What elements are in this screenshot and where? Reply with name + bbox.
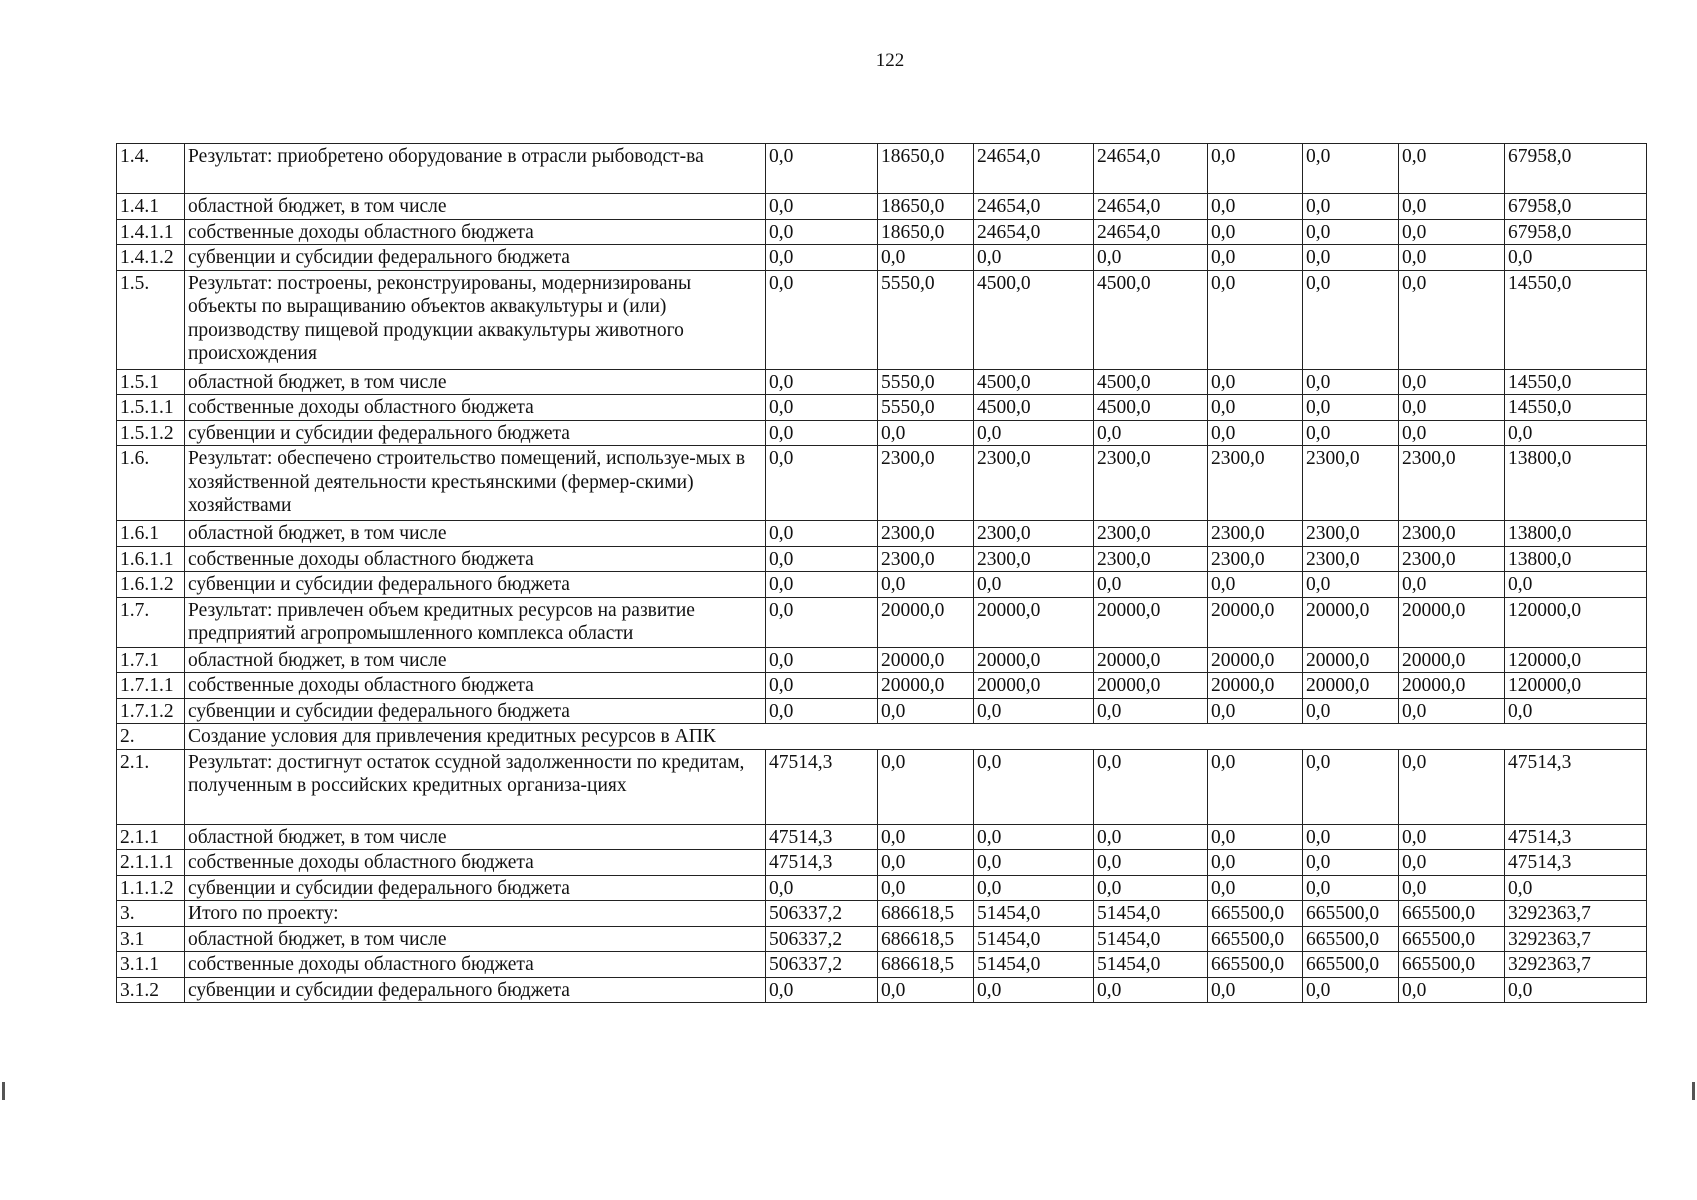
value-cell: 4500,0 [974, 369, 1094, 395]
value-cell: 0,0 [1094, 245, 1208, 271]
value-cell: 0,0 [1303, 850, 1399, 876]
budget-table-body [117, 144, 1647, 1003]
row-name-cell: собственные доходы областного бюджета [185, 546, 766, 572]
value-cell: 0,0 [766, 572, 878, 598]
value-cell: 0,0 [1208, 369, 1303, 395]
row-name-cell: субвенции и субсидии федерального бюджета [185, 572, 766, 598]
value-cell: 2300,0 [878, 521, 974, 547]
value-cell: 665500,0 [1208, 952, 1303, 978]
value-cell: 665500,0 [1399, 901, 1505, 927]
row-name-cell: областной бюджет, в том числе [185, 194, 766, 220]
value-cell: 0,0 [1303, 194, 1399, 220]
value-cell: 47514,3 [766, 749, 878, 824]
row-number-cell: 1.6. [117, 446, 185, 521]
value-cell: 686618,5 [878, 901, 974, 927]
total-value-cell: 120000,0 [1505, 673, 1647, 699]
table-row [117, 597, 1647, 647]
total-value-cell: 14550,0 [1505, 270, 1647, 369]
row-number-cell: 1.7.1.1 [117, 673, 185, 699]
value-cell: 665500,0 [1208, 901, 1303, 927]
table-row [117, 850, 1647, 876]
value-cell: 0,0 [766, 245, 878, 271]
table-row [117, 144, 1647, 194]
table-row [117, 446, 1647, 521]
value-cell: 0,0 [1208, 219, 1303, 245]
value-cell: 2300,0 [878, 546, 974, 572]
value-cell: 18650,0 [878, 219, 974, 245]
value-cell: 51454,0 [1094, 952, 1208, 978]
value-cell: 0,0 [974, 977, 1094, 1003]
value-cell: 0,0 [1303, 270, 1399, 369]
value-cell: 0,0 [878, 572, 974, 598]
value-cell: 0,0 [1303, 824, 1399, 850]
value-cell: 0,0 [1094, 420, 1208, 446]
value-cell: 0,0 [766, 521, 878, 547]
table-row [117, 395, 1647, 421]
row-name-cell: областной бюджет, в том числе [185, 521, 766, 547]
total-value-cell: 120000,0 [1505, 647, 1647, 673]
value-cell: 5550,0 [878, 395, 974, 421]
total-value-cell: 13800,0 [1505, 521, 1647, 547]
value-cell: 0,0 [766, 194, 878, 220]
value-cell: 0,0 [1208, 824, 1303, 850]
total-value-cell: 3292363,7 [1505, 926, 1647, 952]
value-cell: 24654,0 [974, 194, 1094, 220]
value-cell: 0,0 [1208, 572, 1303, 598]
value-cell: 0,0 [1399, 698, 1505, 724]
value-cell: 2300,0 [1208, 446, 1303, 521]
row-name-cell: областной бюджет, в том числе [185, 647, 766, 673]
row-number-cell: 2.1. [117, 749, 185, 824]
value-cell: 0,0 [1399, 245, 1505, 271]
table-row [117, 698, 1647, 724]
value-cell: 2300,0 [1399, 546, 1505, 572]
value-cell: 0,0 [766, 369, 878, 395]
value-cell: 0,0 [1094, 698, 1208, 724]
value-cell: 0,0 [1399, 270, 1505, 369]
row-number-cell: 1.7. [117, 597, 185, 647]
value-cell: 0,0 [1303, 875, 1399, 901]
value-cell: 2300,0 [1208, 546, 1303, 572]
row-name-cell: Результат: обеспечено строительство помещений, используе-мых в хозяйственной деятельности крестьянскими (фермер-скими) хозяйствами [185, 446, 766, 521]
value-cell: 0,0 [1303, 420, 1399, 446]
value-cell: 0,0 [1208, 977, 1303, 1003]
value-cell: 0,0 [1399, 194, 1505, 220]
value-cell: 20000,0 [1094, 597, 1208, 647]
value-cell: 0,0 [1303, 369, 1399, 395]
value-cell: 4500,0 [974, 395, 1094, 421]
value-cell: 20000,0 [1094, 647, 1208, 673]
total-value-cell: 47514,3 [1505, 749, 1647, 824]
total-value-cell: 67958,0 [1505, 219, 1647, 245]
row-number-cell: 3.1.2 [117, 977, 185, 1003]
table-row [117, 521, 1647, 547]
value-cell: 4500,0 [1094, 395, 1208, 421]
table-section-row [117, 724, 1647, 750]
value-cell: 0,0 [974, 420, 1094, 446]
value-cell: 0,0 [1094, 977, 1208, 1003]
value-cell: 0,0 [766, 144, 878, 194]
value-cell: 0,0 [766, 673, 878, 699]
value-cell: 4500,0 [1094, 369, 1208, 395]
value-cell: 2300,0 [974, 446, 1094, 521]
value-cell: 0,0 [974, 245, 1094, 271]
value-cell: 0,0 [1208, 850, 1303, 876]
table-row [117, 749, 1647, 824]
value-cell: 0,0 [766, 446, 878, 521]
value-cell: 0,0 [1208, 749, 1303, 824]
value-cell: 2300,0 [1094, 446, 1208, 521]
row-name-cell: Результат: построены, реконструированы, модернизированы объекты по выращиванию объектов аквакультуры и (или) производству пищевой продукции аквакультуры животного происхождения [185, 270, 766, 369]
value-cell: 0,0 [766, 395, 878, 421]
value-cell: 0,0 [878, 698, 974, 724]
table-row [117, 420, 1647, 446]
row-number-cell: 1.5. [117, 270, 185, 369]
row-name-cell: собственные доходы областного бюджета [185, 219, 766, 245]
total-value-cell: 14550,0 [1505, 395, 1647, 421]
value-cell: 24654,0 [1094, 144, 1208, 194]
value-cell: 20000,0 [974, 647, 1094, 673]
value-cell: 0,0 [1208, 245, 1303, 271]
row-name-cell: субвенции и субсидии федерального бюджета [185, 420, 766, 446]
row-number-cell: 3. [117, 901, 185, 927]
row-name-cell: Итого по проекту: [185, 901, 766, 927]
row-number-cell: 2.1.1 [117, 824, 185, 850]
total-value-cell: 67958,0 [1505, 144, 1647, 194]
row-number-cell: 1.7.1.2 [117, 698, 185, 724]
value-cell: 20000,0 [974, 597, 1094, 647]
table-row [117, 219, 1647, 245]
total-value-cell: 47514,3 [1505, 824, 1647, 850]
total-value-cell: 47514,3 [1505, 850, 1647, 876]
value-cell: 2300,0 [1399, 446, 1505, 521]
value-cell: 20000,0 [1208, 673, 1303, 699]
table-row [117, 546, 1647, 572]
table-row [117, 977, 1647, 1003]
value-cell: 0,0 [1399, 875, 1505, 901]
value-cell: 0,0 [1208, 194, 1303, 220]
value-cell: 0,0 [766, 597, 878, 647]
row-name-cell: собственные доходы областного бюджета [185, 952, 766, 978]
value-cell: 4500,0 [974, 270, 1094, 369]
value-cell: 0,0 [1208, 698, 1303, 724]
value-cell: 5550,0 [878, 369, 974, 395]
value-cell: 0,0 [1094, 824, 1208, 850]
row-number-cell: 1.6.1.1 [117, 546, 185, 572]
value-cell: 0,0 [766, 647, 878, 673]
table-row [117, 901, 1647, 927]
value-cell: 2300,0 [1399, 521, 1505, 547]
value-cell: 4500,0 [1094, 270, 1208, 369]
table-row [117, 245, 1647, 271]
row-number-cell: 1.1.1.2 [117, 875, 185, 901]
total-value-cell: 13800,0 [1505, 546, 1647, 572]
value-cell: 20000,0 [1303, 673, 1399, 699]
value-cell: 5550,0 [878, 270, 974, 369]
value-cell: 51454,0 [974, 901, 1094, 927]
row-number-cell: 3.1 [117, 926, 185, 952]
value-cell: 506337,2 [766, 952, 878, 978]
value-cell: 20000,0 [1094, 673, 1208, 699]
value-cell: 0,0 [1208, 270, 1303, 369]
value-cell: 0,0 [1208, 875, 1303, 901]
value-cell: 0,0 [1303, 245, 1399, 271]
value-cell: 0,0 [766, 270, 878, 369]
row-name-cell: субвенции и субсидии федерального бюджета [185, 977, 766, 1003]
value-cell: 0,0 [1303, 749, 1399, 824]
value-cell: 0,0 [878, 749, 974, 824]
row-name-cell: Результат: привлечен объем кредитных ресурсов на развитие предприятий агропромышленного комплекса области [185, 597, 766, 647]
value-cell: 0,0 [1208, 420, 1303, 446]
total-value-cell: 0,0 [1505, 420, 1647, 446]
value-cell: 51454,0 [974, 952, 1094, 978]
value-cell: 18650,0 [878, 194, 974, 220]
value-cell: 0,0 [974, 824, 1094, 850]
value-cell: 2300,0 [1094, 546, 1208, 572]
value-cell: 0,0 [878, 420, 974, 446]
table-row [117, 194, 1647, 220]
row-number-cell: 1.7.1 [117, 647, 185, 673]
value-cell: 0,0 [878, 850, 974, 876]
row-name-cell: собственные доходы областного бюджета [185, 850, 766, 876]
value-cell: 2300,0 [1094, 521, 1208, 547]
value-cell: 0,0 [1303, 144, 1399, 194]
value-cell: 2300,0 [1303, 546, 1399, 572]
value-cell: 0,0 [1303, 395, 1399, 421]
value-cell: 24654,0 [1094, 194, 1208, 220]
left-scan-mark [2, 1082, 5, 1100]
row-name-cell: собственные доходы областного бюджета [185, 395, 766, 421]
row-name-cell: Результат: достигнут остаток ссудной задолженности по кредитам, полученным в российских кредитных организа-циях [185, 749, 766, 824]
value-cell: 0,0 [878, 824, 974, 850]
value-cell: 20000,0 [878, 647, 974, 673]
table-row [117, 673, 1647, 699]
table-row [117, 926, 1647, 952]
value-cell: 2300,0 [878, 446, 974, 521]
value-cell: 665500,0 [1303, 901, 1399, 927]
value-cell: 20000,0 [1303, 647, 1399, 673]
row-number-cell: 2. [117, 724, 185, 750]
value-cell: 20000,0 [878, 673, 974, 699]
total-value-cell: 67958,0 [1505, 194, 1647, 220]
row-number-cell: 1.6.1.2 [117, 572, 185, 598]
value-cell: 0,0 [1094, 850, 1208, 876]
value-cell: 0,0 [1094, 749, 1208, 824]
value-cell: 20000,0 [1208, 647, 1303, 673]
value-cell: 0,0 [1094, 572, 1208, 598]
row-number-cell: 1.4. [117, 144, 185, 194]
value-cell: 20000,0 [1399, 597, 1505, 647]
row-number-cell: 2.1.1.1 [117, 850, 185, 876]
value-cell: 51454,0 [1094, 901, 1208, 927]
row-name-cell: субвенции и субсидии федерального бюджета [185, 698, 766, 724]
value-cell: 0,0 [1399, 572, 1505, 598]
value-cell: 2300,0 [1208, 521, 1303, 547]
value-cell: 0,0 [1399, 850, 1505, 876]
value-cell: 0,0 [1399, 219, 1505, 245]
value-cell: 20000,0 [1303, 597, 1399, 647]
value-cell: 0,0 [1399, 420, 1505, 446]
value-cell: 0,0 [1399, 395, 1505, 421]
value-cell: 665500,0 [1303, 926, 1399, 952]
row-number-cell: 1.6.1 [117, 521, 185, 547]
value-cell: 0,0 [1399, 824, 1505, 850]
value-cell: 686618,5 [878, 952, 974, 978]
value-cell: 0,0 [974, 850, 1094, 876]
value-cell: 2300,0 [974, 521, 1094, 547]
value-cell: 20000,0 [1208, 597, 1303, 647]
value-cell: 0,0 [974, 698, 1094, 724]
value-cell: 686618,5 [878, 926, 974, 952]
value-cell: 0,0 [766, 546, 878, 572]
total-value-cell: 0,0 [1505, 698, 1647, 724]
value-cell: 24654,0 [974, 219, 1094, 245]
value-cell: 665500,0 [1208, 926, 1303, 952]
row-number-cell: 1.4.1.2 [117, 245, 185, 271]
row-name-cell: собственные доходы областного бюджета [185, 673, 766, 699]
table-row [117, 824, 1647, 850]
value-cell: 51454,0 [974, 926, 1094, 952]
value-cell: 0,0 [1399, 144, 1505, 194]
value-cell: 47514,3 [766, 850, 878, 876]
value-cell: 0,0 [766, 875, 878, 901]
value-cell: 0,0 [1303, 698, 1399, 724]
value-cell: 665500,0 [1303, 952, 1399, 978]
row-name-cell: Результат: приобретено оборудование в отрасли рыбоводст-ва [185, 144, 766, 194]
budget-table [116, 143, 1647, 1003]
total-value-cell: 3292363,7 [1505, 901, 1647, 927]
table-row [117, 647, 1647, 673]
value-cell: 0,0 [878, 245, 974, 271]
value-cell: 0,0 [1303, 977, 1399, 1003]
table-row [117, 270, 1647, 369]
total-value-cell: 0,0 [1505, 875, 1647, 901]
section-title-cell: Создание условия для привлечения кредитных ресурсов в АПК [185, 724, 1647, 750]
table-row [117, 572, 1647, 598]
row-number-cell: 1.5.1.1 [117, 395, 185, 421]
value-cell: 665500,0 [1399, 952, 1505, 978]
row-number-cell: 3.1.1 [117, 952, 185, 978]
total-value-cell: 0,0 [1505, 245, 1647, 271]
value-cell: 47514,3 [766, 824, 878, 850]
total-value-cell: 120000,0 [1505, 597, 1647, 647]
total-value-cell: 0,0 [1505, 572, 1647, 598]
value-cell: 0,0 [974, 875, 1094, 901]
row-number-cell: 1.4.1 [117, 194, 185, 220]
value-cell: 0,0 [1399, 749, 1505, 824]
total-value-cell: 3292363,7 [1505, 952, 1647, 978]
row-name-cell: областной бюджет, в том числе [185, 824, 766, 850]
value-cell: 506337,2 [766, 926, 878, 952]
table-row [117, 952, 1647, 978]
value-cell: 0,0 [878, 977, 974, 1003]
value-cell: 20000,0 [878, 597, 974, 647]
value-cell: 0,0 [1303, 572, 1399, 598]
row-number-cell: 1.5.1.2 [117, 420, 185, 446]
value-cell: 0,0 [766, 977, 878, 1003]
value-cell: 2300,0 [1303, 521, 1399, 547]
value-cell: 20000,0 [1399, 673, 1505, 699]
value-cell: 665500,0 [1399, 926, 1505, 952]
value-cell: 24654,0 [1094, 219, 1208, 245]
value-cell: 0,0 [1303, 219, 1399, 245]
value-cell: 51454,0 [1094, 926, 1208, 952]
value-cell: 20000,0 [1399, 647, 1505, 673]
value-cell: 0,0 [1094, 875, 1208, 901]
value-cell: 0,0 [766, 420, 878, 446]
value-cell: 0,0 [1399, 369, 1505, 395]
total-value-cell: 13800,0 [1505, 446, 1647, 521]
value-cell: 2300,0 [974, 546, 1094, 572]
value-cell: 0,0 [766, 219, 878, 245]
value-cell: 506337,2 [766, 901, 878, 927]
value-cell: 0,0 [974, 749, 1094, 824]
value-cell: 0,0 [974, 572, 1094, 598]
value-cell: 0,0 [1208, 395, 1303, 421]
row-name-cell: субвенции и субсидии федерального бюджета [185, 245, 766, 271]
value-cell: 0,0 [1208, 144, 1303, 194]
total-value-cell: 14550,0 [1505, 369, 1647, 395]
value-cell: 0,0 [878, 875, 974, 901]
page-number: 122 [875, 50, 905, 71]
table-row [117, 369, 1647, 395]
row-name-cell: областной бюджет, в том числе [185, 369, 766, 395]
right-scan-mark [1692, 1082, 1695, 1100]
table-row [117, 875, 1647, 901]
row-name-cell: областной бюджет, в том числе [185, 926, 766, 952]
total-value-cell: 0,0 [1505, 977, 1647, 1003]
row-number-cell: 1.4.1.1 [117, 219, 185, 245]
value-cell: 2300,0 [1303, 446, 1399, 521]
value-cell: 24654,0 [974, 144, 1094, 194]
row-number-cell: 1.5.1 [117, 369, 185, 395]
row-name-cell: субвенции и субсидии федерального бюджета [185, 875, 766, 901]
value-cell: 20000,0 [974, 673, 1094, 699]
value-cell: 0,0 [1399, 977, 1505, 1003]
value-cell: 18650,0 [878, 144, 974, 194]
value-cell: 0,0 [766, 698, 878, 724]
